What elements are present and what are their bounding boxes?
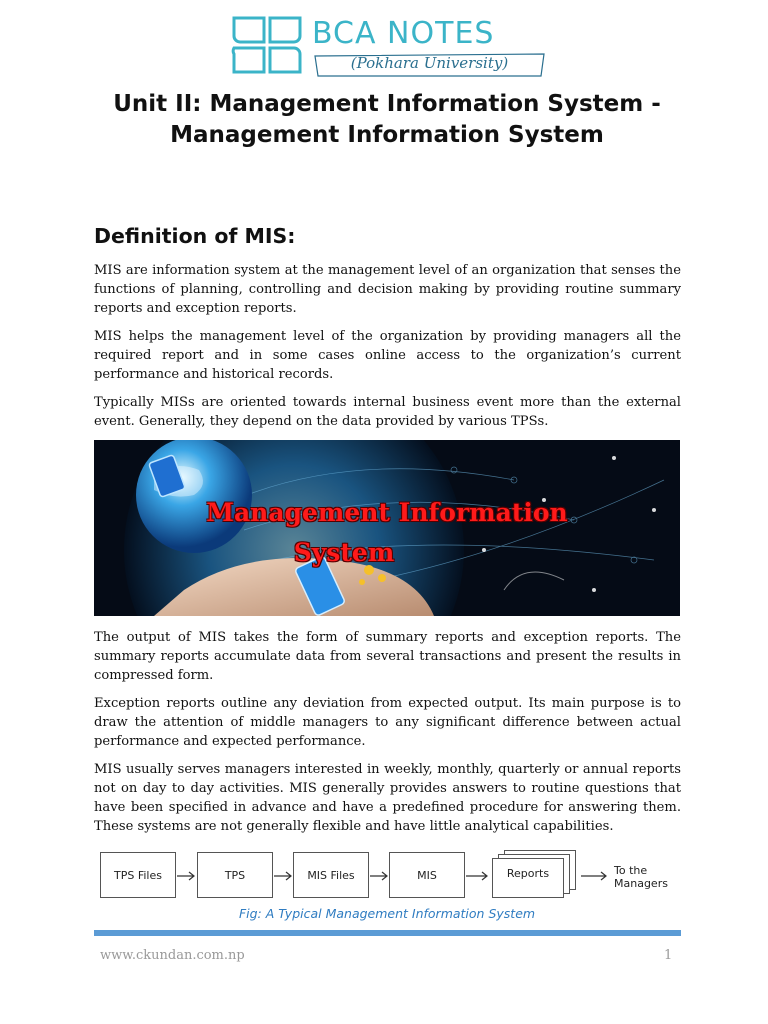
footer-divider bbox=[94, 930, 681, 936]
logo bbox=[230, 12, 560, 82]
paragraph: MIS are information system at the management level of an organization that senses the functions of planning, controlling and decision making by providing routine summary reports and exception reports. bbox=[94, 263, 681, 316]
mis-flow-diagram bbox=[97, 848, 697, 904]
section-heading: Definition of MIS: bbox=[94, 224, 296, 248]
flow-arrow-icon bbox=[466, 870, 490, 882]
footer-url: www.ckundan.com.np bbox=[100, 948, 245, 963]
logo-subtitle: (Pokhara University) bbox=[350, 54, 509, 72]
flow-box-reports: Reports bbox=[492, 858, 564, 898]
flow-end-label: To the Managers bbox=[614, 864, 668, 890]
flow-box-tps: TPS bbox=[197, 852, 273, 898]
paragraph: MIS helps the management level of the organization by providing managers all the required report and in some cases online access to the organization’s current performance and historical records. bbox=[94, 329, 681, 382]
banner-illustration bbox=[94, 440, 680, 616]
mis-banner-image bbox=[94, 440, 680, 616]
paragraph: Exception reports outline any deviation from expected output. Its main purpose is to draw the attention of middle managers to any significant difference between actual performance and expected performance. bbox=[94, 696, 681, 749]
flow-box-mis-files: MIS Files bbox=[293, 852, 369, 898]
paragraph: Typically MISs are oriented towards internal business event more than the external event. Generally, they depend on the data provided by various TPSs. bbox=[94, 395, 681, 429]
flow-arrow-icon bbox=[274, 870, 294, 882]
banner-title-line1: Management Information bbox=[206, 498, 568, 527]
logo-title: BCA NOTES bbox=[312, 16, 495, 51]
paragraph: The output of MIS takes the form of summary reports and exception reports. The summary reports accumulate data from several transactions and present the results in compressed form. bbox=[94, 630, 681, 683]
page-title: Unit II: Management Information System - Management Information System bbox=[113, 91, 661, 148]
banner-title-line2: System bbox=[293, 538, 395, 567]
figure-caption: Fig: A Typical Management Information System bbox=[238, 906, 536, 921]
logo-subtitle-frame bbox=[312, 52, 547, 78]
flow-arrow-icon bbox=[177, 870, 197, 882]
flow-arrow-icon bbox=[581, 870, 609, 882]
paragraph: MIS usually serves managers interested in weekly, monthly, quarterly or annual reports not on day to day activities. MIS generally provides answers to routine questions that have been specified in advance and have a predefined procedure for answering them. These systems are not generally flexible and have little analytical capabilities. bbox=[94, 762, 681, 834]
flow-box-mis: MIS bbox=[389, 852, 465, 898]
logo-clover-icon bbox=[230, 12, 306, 76]
flow-arrow-icon bbox=[370, 870, 390, 882]
flow-box-tps-files: TPS Files bbox=[100, 852, 176, 898]
page-number: 1 bbox=[664, 948, 673, 963]
